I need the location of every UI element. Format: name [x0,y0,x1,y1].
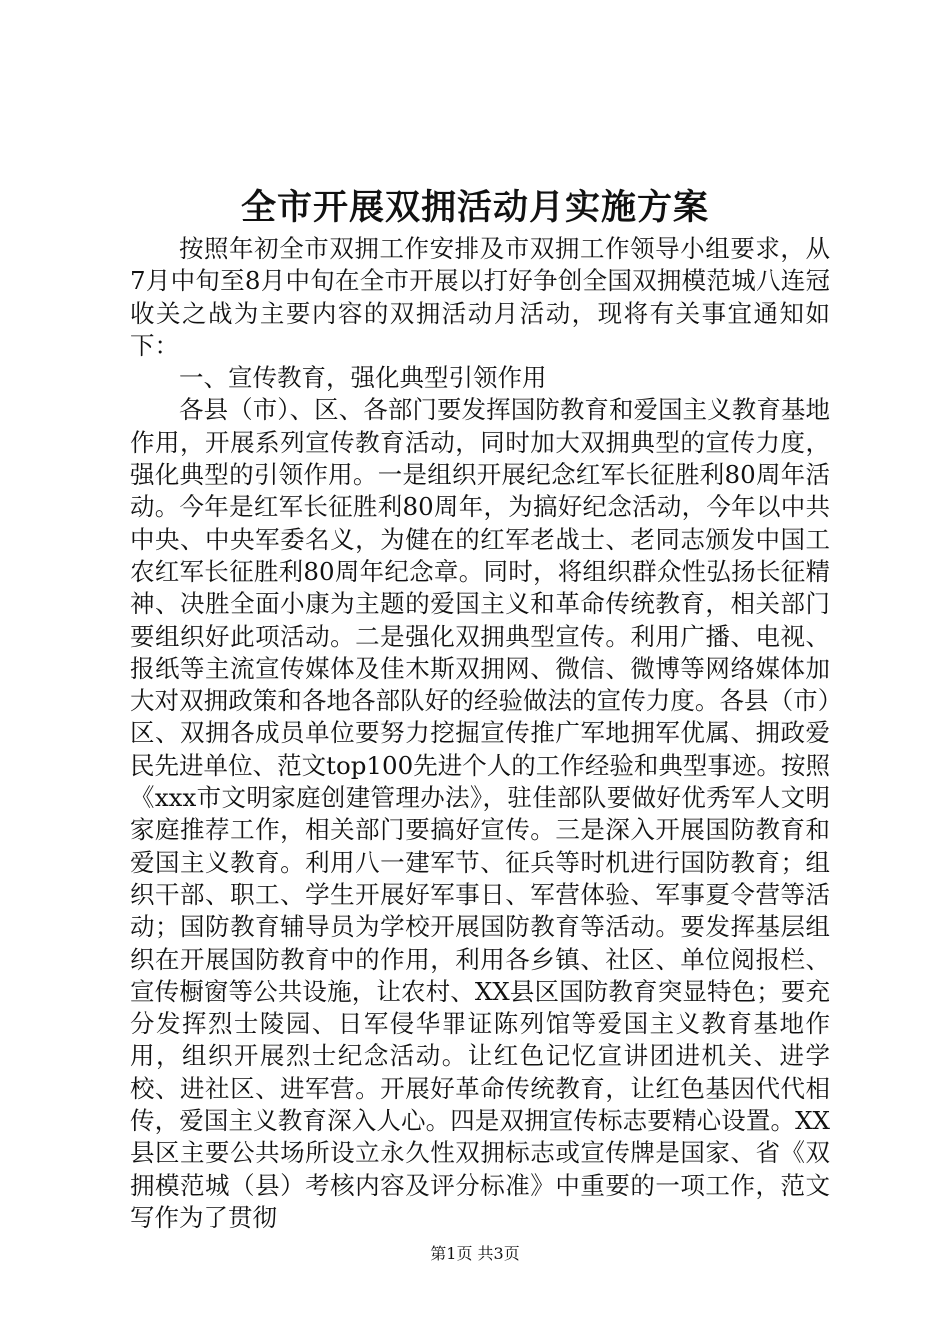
intro-paragraph: 按照年初全市双拥工作安排及市双拥工作领导小组要求，从7月中旬至8月中旬在全市开展以打好争创全国双拥模范城八连冠收关之战为主要内容的双拥活动月活动，现将有关事宜通知如下： [130,234,830,360]
document-body [130,233,830,1234]
section-paragraph: 各县（市）、区、各部门要发挥国防教育和爱国主义教育基地作用，开展系列宣传教育活动，同时加大双拥典型的宣传力度，强化典型的引领作用。一是组织开展纪念红军长征胜利80周年活动。今年是红军长征胜利80周年，为搞好纪念活动，今年以中共中央、中央军委名义，为健在的红军老战士、老同志颁发中国工农红军长征胜利80周年纪念章。同时，将组织群众性弘扬长征精神、决胜全面小康为主题的爱国主义和革命传统教育，相关部门要组织好此项活动。二是强化双拥典型宣传。利用广播、电视、报纸等主流宣传媒体及佳木斯双拥网、微信、微博等网络媒体加大对双拥政策和各地各部队好的经验做法的宣传力度。各县（市）区、双拥各成员单位要努力挖掘宣传推广军地拥军优属、拥政爱民先进单位、范文top100先进个人的工作经验和典型事迹。按照《xxx市文明家庭创建管理办法》，驻佳部队要做好优秀军人文明家庭推荐工作，相关部门要搞好宣传。三是深入开展国防教育和爱国主义教育。利用八一建军节、征兵等时机进行国防教育；组织干部、职工、学生开展好军事日、军营体验、军事夏令营等活动；国防教育辅导员为学校开展国防教育等活动。要发挥基层组织在开展国防教育中的作用，利用各乡镇、社区、单位阅报栏、宣传橱窗等公共设施，让农村、XX县区国防教育突显特色；要充分发挥烈士陵园、日军侵华罪证陈列馆等爱国主义教育基地作用，组织开展烈士纪念活动。让红色记忆宣讲团进机关、进学校、进社区、进军营。开展好革命传统教育，让红色基因代代相传，爱国主义教育深入人心。四是双拥宣传标志要精心设置。XX县区主要公共场所设立永久性双拥标志或宣传牌是国家、省《双拥模范城（县）考核内容及评分标准》中重要的一项工作，范文写作为了贯彻 [130,395,830,1232]
section-heading: 一、宣传教育，强化典型引领作用 [179,363,547,393]
document-title: 全市开展双拥活动月实施方案 [240,187,709,228]
page-footer: 第1页 共3页 [430,1244,520,1263]
